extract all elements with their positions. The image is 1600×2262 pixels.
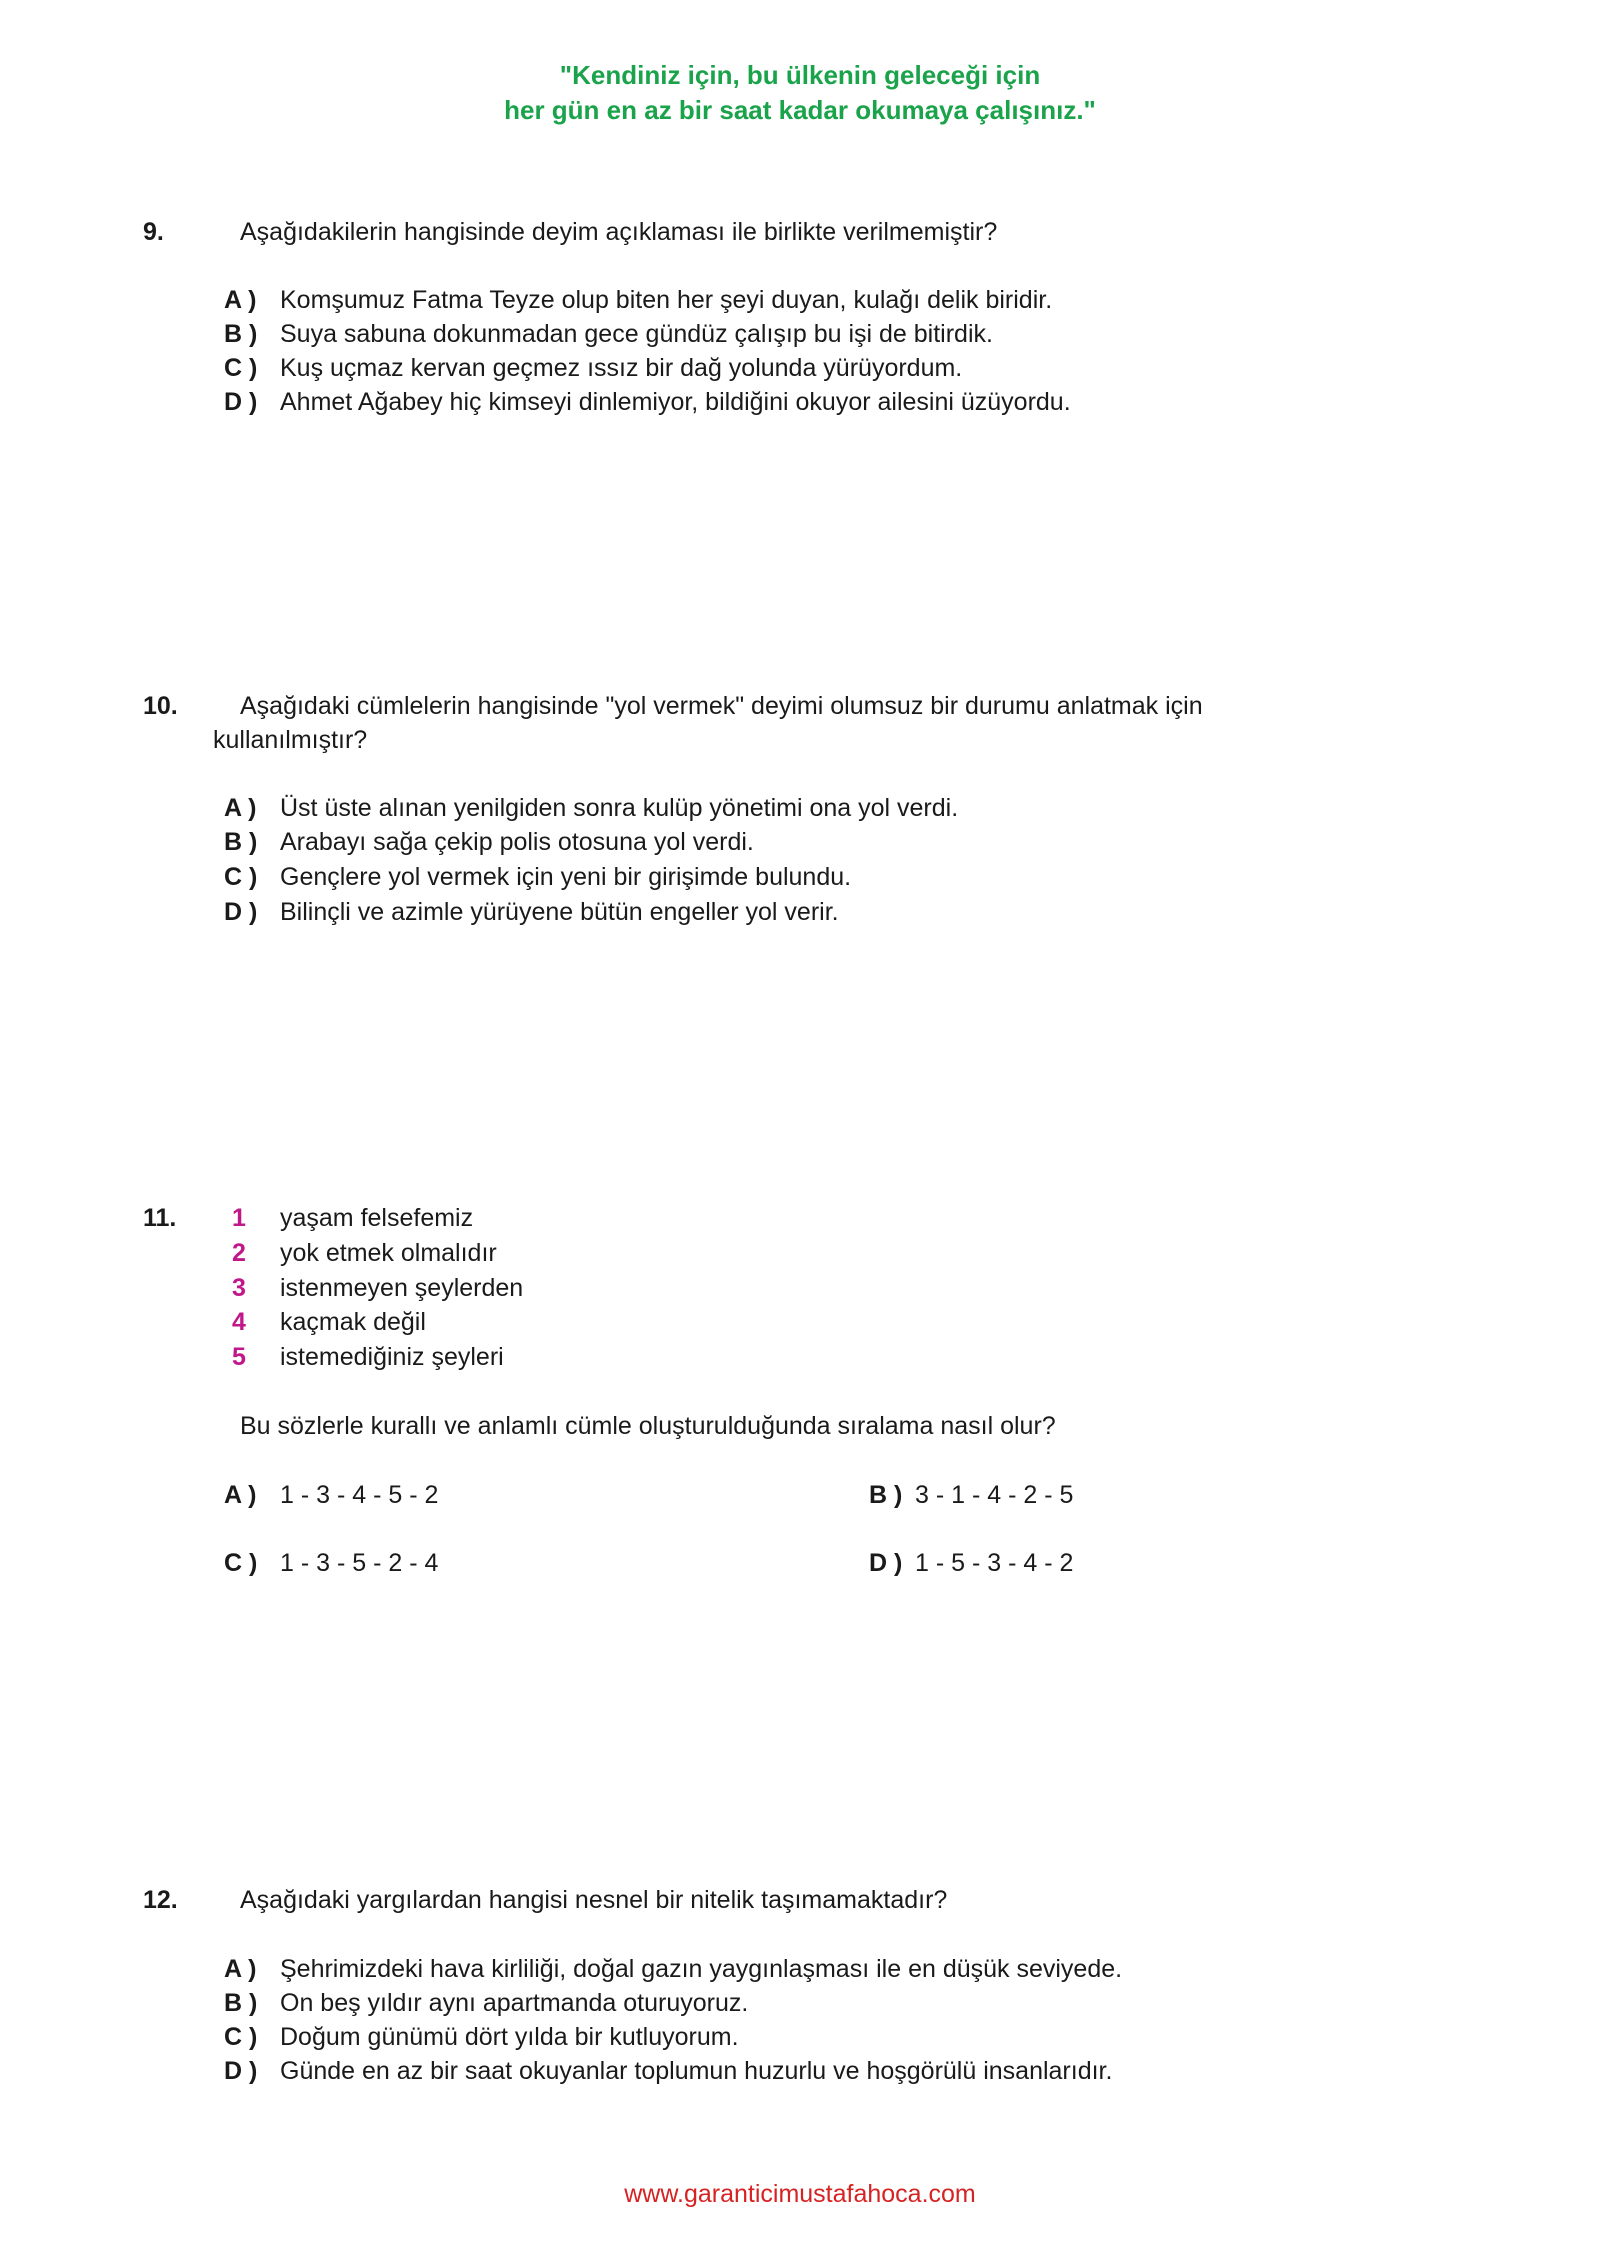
option-text: Günde en az bir saat okuyanlar toplumun huzurlu ve hoşgörülü insanlarıdır. xyxy=(280,2057,1113,2085)
list-item-text: yaşam felsefemiz xyxy=(280,1204,474,1232)
option-a[interactable] xyxy=(224,1955,1122,1984)
motto-line-1: "Kendiniz için, bu ülkenin geleceği için xyxy=(559,60,1041,90)
option-text: 1 - 3 - 5 - 2 - 4 xyxy=(280,1549,439,1577)
question-number: 11. xyxy=(143,1204,177,1232)
option-text: 1 - 3 - 4 - 5 - 2 xyxy=(280,1481,439,1509)
option-text: Şehrimizdeki hava kirliliği, doğal gazın yaygınlaşması ile en düşük seviyede. xyxy=(280,1955,1123,1983)
option-letter: C ) xyxy=(224,354,258,382)
option-text: Gençlere yol vermek için yeni bir girişimde bulundu. xyxy=(280,863,852,891)
option-letter: A ) xyxy=(224,794,257,822)
option-letter: D ) xyxy=(869,1549,903,1577)
option-text: Bilinçli ve azimle yürüyene bütün engeller yol verir. xyxy=(280,898,839,926)
question-text-line-2: kullanılmıştır? xyxy=(213,726,368,754)
option-letter: A ) xyxy=(224,286,257,314)
list-item-number: 4 xyxy=(232,1308,246,1336)
list-item xyxy=(232,1308,426,1337)
motto-line-2: her gün en az bir saat kadar okumaya çalışınız." xyxy=(504,95,1096,125)
option-b[interactable] xyxy=(224,828,754,857)
option-c[interactable] xyxy=(224,2023,739,2052)
list-item-number: 1 xyxy=(232,1204,246,1232)
question-number: 12. xyxy=(143,1886,178,1914)
option-d[interactable] xyxy=(224,388,1071,417)
option-letter: B ) xyxy=(224,828,258,856)
question-text-line-1: Aşağıdaki cümlelerin hangisinde "yol vermek" deyimi olumsuz bir durumu anlatmak için xyxy=(240,692,1203,720)
question-text: Aşağıdakilerin hangisinde deyim açıklaması ile birlikte verilmemiştir? xyxy=(240,218,998,246)
option-c[interactable] xyxy=(224,354,962,383)
option-letter: C ) xyxy=(224,2023,258,2051)
list-item-text: istemediğiniz şeyleri xyxy=(280,1343,504,1371)
option-letter: D ) xyxy=(224,2057,258,2085)
option-text: Kuş uçmaz kervan geçmez ıssız bir dağ yolunda yürüyordum. xyxy=(280,354,963,382)
option-b[interactable] xyxy=(224,320,993,349)
list-item xyxy=(232,1343,504,1372)
option-b[interactable] xyxy=(224,1989,748,2018)
option-letter: B ) xyxy=(869,1481,903,1509)
option-text: Ahmet Ağabey hiç kimseyi dinlemiyor, bildiğini okuyor ailesini üzüyordu. xyxy=(280,388,1071,416)
option-letter: B ) xyxy=(224,320,258,348)
option-d[interactable] xyxy=(869,1549,1073,1578)
option-a[interactable] xyxy=(224,1481,438,1510)
list-item-number: 2 xyxy=(232,1239,246,1267)
question-text: Aşağıdaki yargılardan hangisi nesnel bir nitelik taşımamaktadır? xyxy=(240,1886,948,1914)
list-item xyxy=(232,1204,473,1233)
list-item-number: 3 xyxy=(232,1274,246,1302)
option-text: On beş yıldır aynı apartmanda oturuyoruz. xyxy=(280,1989,749,2017)
option-c[interactable] xyxy=(224,863,851,892)
option-text: 3 - 1 - 4 - 2 - 5 xyxy=(915,1481,1074,1509)
list-item-text: yok etmek olmalıdır xyxy=(280,1239,497,1267)
option-text: Arabayı sağa çekip polis otosuna yol verdi. xyxy=(280,828,754,856)
question-number: 10. xyxy=(143,692,178,720)
option-letter: C ) xyxy=(224,863,258,891)
option-letter: A ) xyxy=(224,1955,257,1983)
option-text: Suya sabuna dokunmadan gece gündüz çalışıp bu işi de bitirdik. xyxy=(280,320,993,348)
footer-website-link[interactable]: www.garanticimustafahoca.com xyxy=(624,2180,976,2208)
option-a[interactable] xyxy=(224,794,958,823)
list-item xyxy=(232,1274,523,1303)
list-item-text: istenmeyen şeylerden xyxy=(280,1274,524,1302)
list-item-number: 5 xyxy=(232,1343,246,1371)
option-text: Doğum günümü dört yılda bir kutluyorum. xyxy=(280,2023,739,2051)
option-text: 1 - 5 - 3 - 4 - 2 xyxy=(915,1549,1074,1577)
option-d[interactable] xyxy=(224,898,839,927)
question-number: 9. xyxy=(143,218,164,246)
option-c[interactable] xyxy=(224,1549,438,1578)
option-letter: C ) xyxy=(224,1549,258,1577)
option-letter: A ) xyxy=(224,1481,257,1509)
option-text: Komşumuz Fatma Teyze olup biten her şeyi duyan, kulağı delik biridir. xyxy=(280,286,1053,314)
option-d[interactable] xyxy=(224,2057,1112,2086)
option-letter: D ) xyxy=(224,898,258,926)
option-a[interactable] xyxy=(224,286,1052,315)
option-text: Üst üste alınan yenilgiden sonra kulüp yönetimi ona yol verdi. xyxy=(280,794,959,822)
option-b[interactable] xyxy=(869,1481,1073,1510)
list-item xyxy=(232,1239,497,1268)
question-text: Bu sözlerle kurallı ve anlamlı cümle oluşturulduğunda sıralama nasıl olur? xyxy=(240,1412,1056,1440)
list-item-text: kaçmak değil xyxy=(280,1308,426,1336)
option-letter: B ) xyxy=(224,1989,258,2017)
option-letter: D ) xyxy=(224,388,258,416)
